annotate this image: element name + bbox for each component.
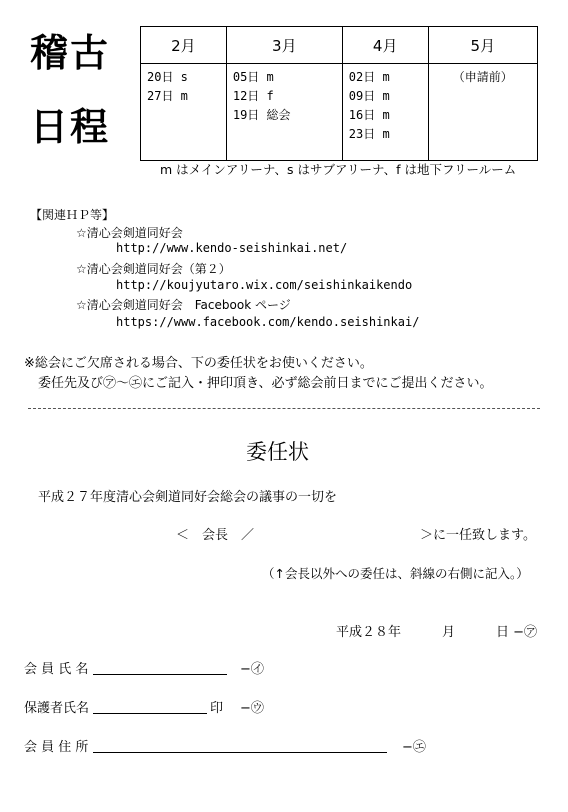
month-header: 2月: [141, 27, 227, 64]
schedule-cell-may: [428, 64, 537, 161]
proxy-body: 平成２７年度清心会剣道同好会総会の議事の一切を: [38, 490, 338, 505]
address-label: 会 員 住 所: [24, 740, 89, 755]
date-day: 日 −㋐: [496, 625, 538, 640]
proxy-title: 委任状: [246, 440, 309, 464]
link-url[interactable]: https://www.facebook.com/kendo.seishinkai/: [116, 315, 420, 329]
schedule-table: [140, 26, 538, 161]
links-heading: 【関連ＨＰ等】: [30, 208, 115, 222]
address-mark: −㋓: [402, 740, 426, 755]
schedule-cell-mar: [226, 64, 342, 161]
link-name: ☆清心会剣道同好会 Facebook ページ: [76, 298, 291, 312]
guardian-name-label: 保護者氏名: [24, 701, 90, 716]
member-name-label: 会 員 氏 名: [24, 662, 89, 677]
venue-legend: m はメインアリーナ、s はサブアリーナ、f は地下フリールーム: [160, 162, 517, 177]
schedule-entry: 09日 m: [348, 89, 390, 103]
seal-mark: 印: [210, 701, 224, 716]
guardian-name-field[interactable]: [93, 697, 207, 714]
schedule-entry: （申請前）: [452, 70, 513, 84]
schedule-entry: 19日 総会: [232, 108, 291, 122]
address-field[interactable]: [93, 736, 387, 753]
date-month: 月: [442, 625, 456, 640]
cut-line: [28, 408, 540, 409]
link-name: ☆清心会剣道同好会: [76, 226, 183, 240]
link-url[interactable]: http://www.kendo-seishinkai.net/: [116, 241, 348, 255]
month-header: 5月: [428, 27, 537, 64]
guardian-name-mark: −㋒: [240, 701, 264, 716]
schedule-entry: 23日 m: [348, 127, 390, 141]
member-name-field[interactable]: [93, 658, 227, 675]
month-header: 4月: [342, 27, 428, 64]
schedule-entry: 12日 f: [232, 89, 274, 103]
absence-notice: ※総会にご欠席される場合、下の委任状をお使いください。: [24, 356, 373, 371]
schedule-title-line2: 日程: [30, 105, 111, 149]
schedule-entry: 27日 m: [147, 89, 188, 103]
proxy-target-close: ＞に一任致します。: [420, 528, 536, 543]
schedule-title-line1: 稽古: [30, 31, 111, 75]
schedule-entry: 20日 s: [147, 70, 188, 84]
date-era: 平成２８年: [336, 625, 402, 640]
schedule-cell-apr: [342, 64, 428, 161]
schedule-entry: 16日 m: [348, 108, 390, 122]
proxy-target-open: ＜ 会長 ／: [176, 528, 255, 543]
month-header: 3月: [226, 27, 342, 64]
schedule-entry: 02日 m: [348, 70, 390, 84]
schedule-cell-feb: [141, 64, 227, 161]
proxy-note: （↑会長以外への委任は、斜線の右側に記入。）: [262, 566, 529, 581]
link-name: ☆清心会剣道同好会（第２）: [76, 262, 231, 276]
link-url[interactable]: http://koujyutaro.wix.com/seishinkaikendo: [116, 278, 413, 292]
schedule-entry: 05日 m: [232, 70, 274, 84]
member-name-mark: −㋑: [240, 662, 264, 677]
absence-instructions: 委任先及び㋐〜㋓にご記入・押印頂き、必ず総会前日までにご提出ください。: [38, 376, 493, 391]
